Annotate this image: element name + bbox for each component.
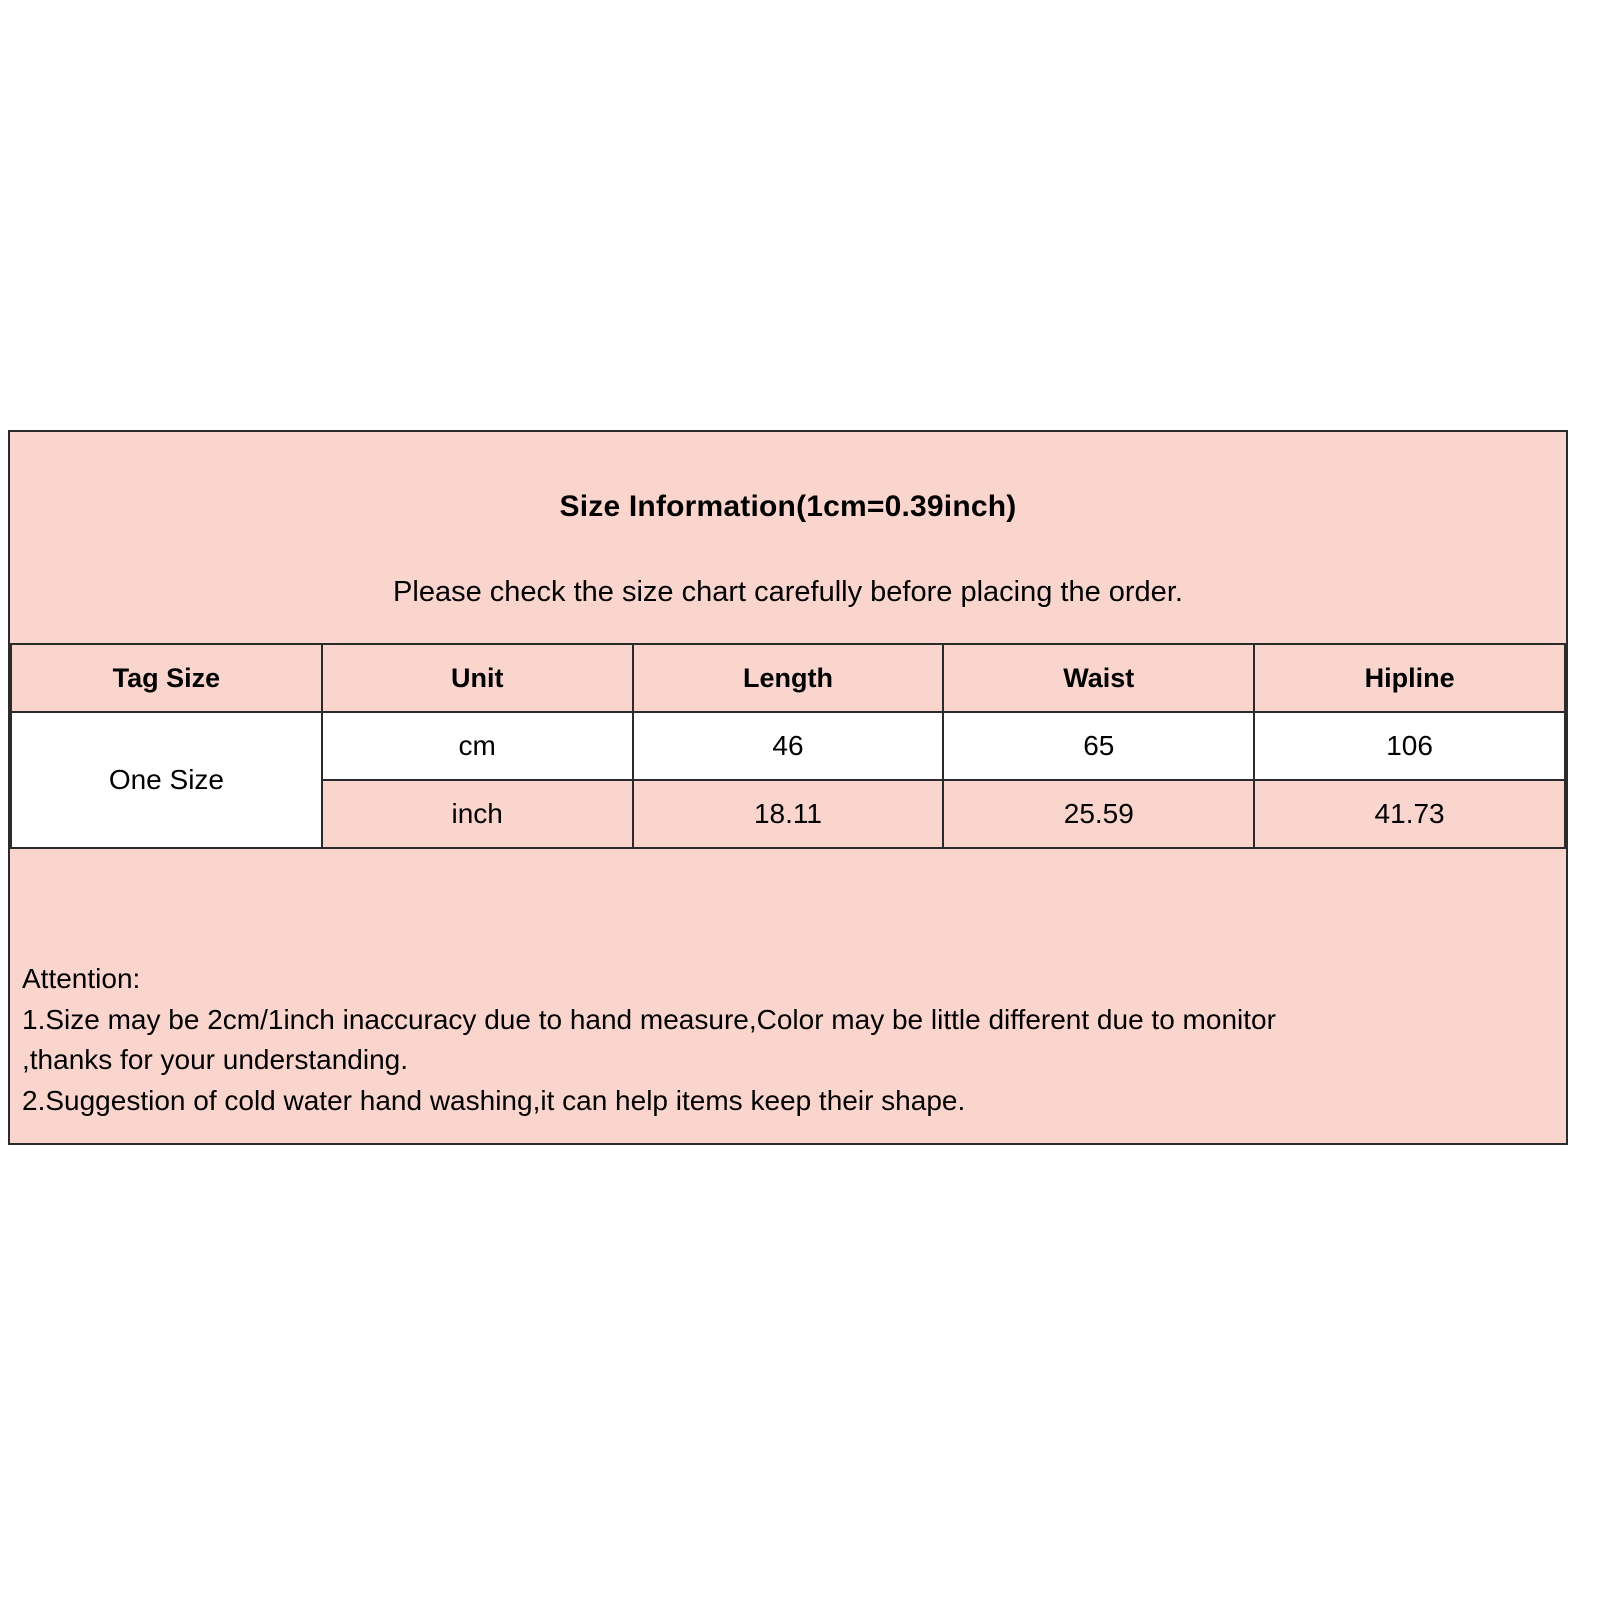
- attention-notes: [10, 849, 1566, 1143]
- column-header-waist: Waist: [943, 644, 1254, 712]
- attention-heading: Attention:: [22, 963, 141, 994]
- size-chart-panel: [8, 430, 1568, 1145]
- attention-line-2: ,thanks for your understanding.: [22, 1044, 409, 1076]
- table-row: [11, 712, 1565, 780]
- cell-length-inch: 18.11: [633, 780, 944, 848]
- cell-waist-cm: 65: [943, 712, 1254, 780]
- cell-unit-cm: cm: [322, 712, 633, 780]
- column-header-tag-size: Tag Size: [11, 644, 322, 712]
- cell-tag-size: One Size: [11, 712, 322, 848]
- attention-line-1: 1.Size may be 2cm/1inch inaccuracy due to hand measure,Color may be little different due to monitor: [22, 1003, 1276, 1035]
- table-header-row: [11, 644, 1565, 712]
- attention-line-3: 2.Suggestion of cold water hand washing,it can help items keep their shape.: [22, 1084, 966, 1116]
- page-title: Size Information(1cm=0.39inch): [559, 490, 1017, 523]
- column-header-unit: Unit: [322, 644, 633, 712]
- size-table: [10, 643, 1566, 849]
- column-header-hipline: Hipline: [1254, 644, 1565, 712]
- cell-hipline-inch: 41.73: [1254, 780, 1565, 848]
- size-chart-subtitle: Please check the size chart carefully before placing the order.: [393, 576, 1183, 608]
- cell-waist-inch: 25.59: [943, 780, 1254, 848]
- cell-length-cm: 46: [633, 712, 944, 780]
- size-chart-header: [10, 432, 1566, 643]
- cell-hipline-cm: 106: [1254, 712, 1565, 780]
- cell-unit-inch: inch: [322, 780, 633, 848]
- column-header-length: Length: [633, 644, 944, 712]
